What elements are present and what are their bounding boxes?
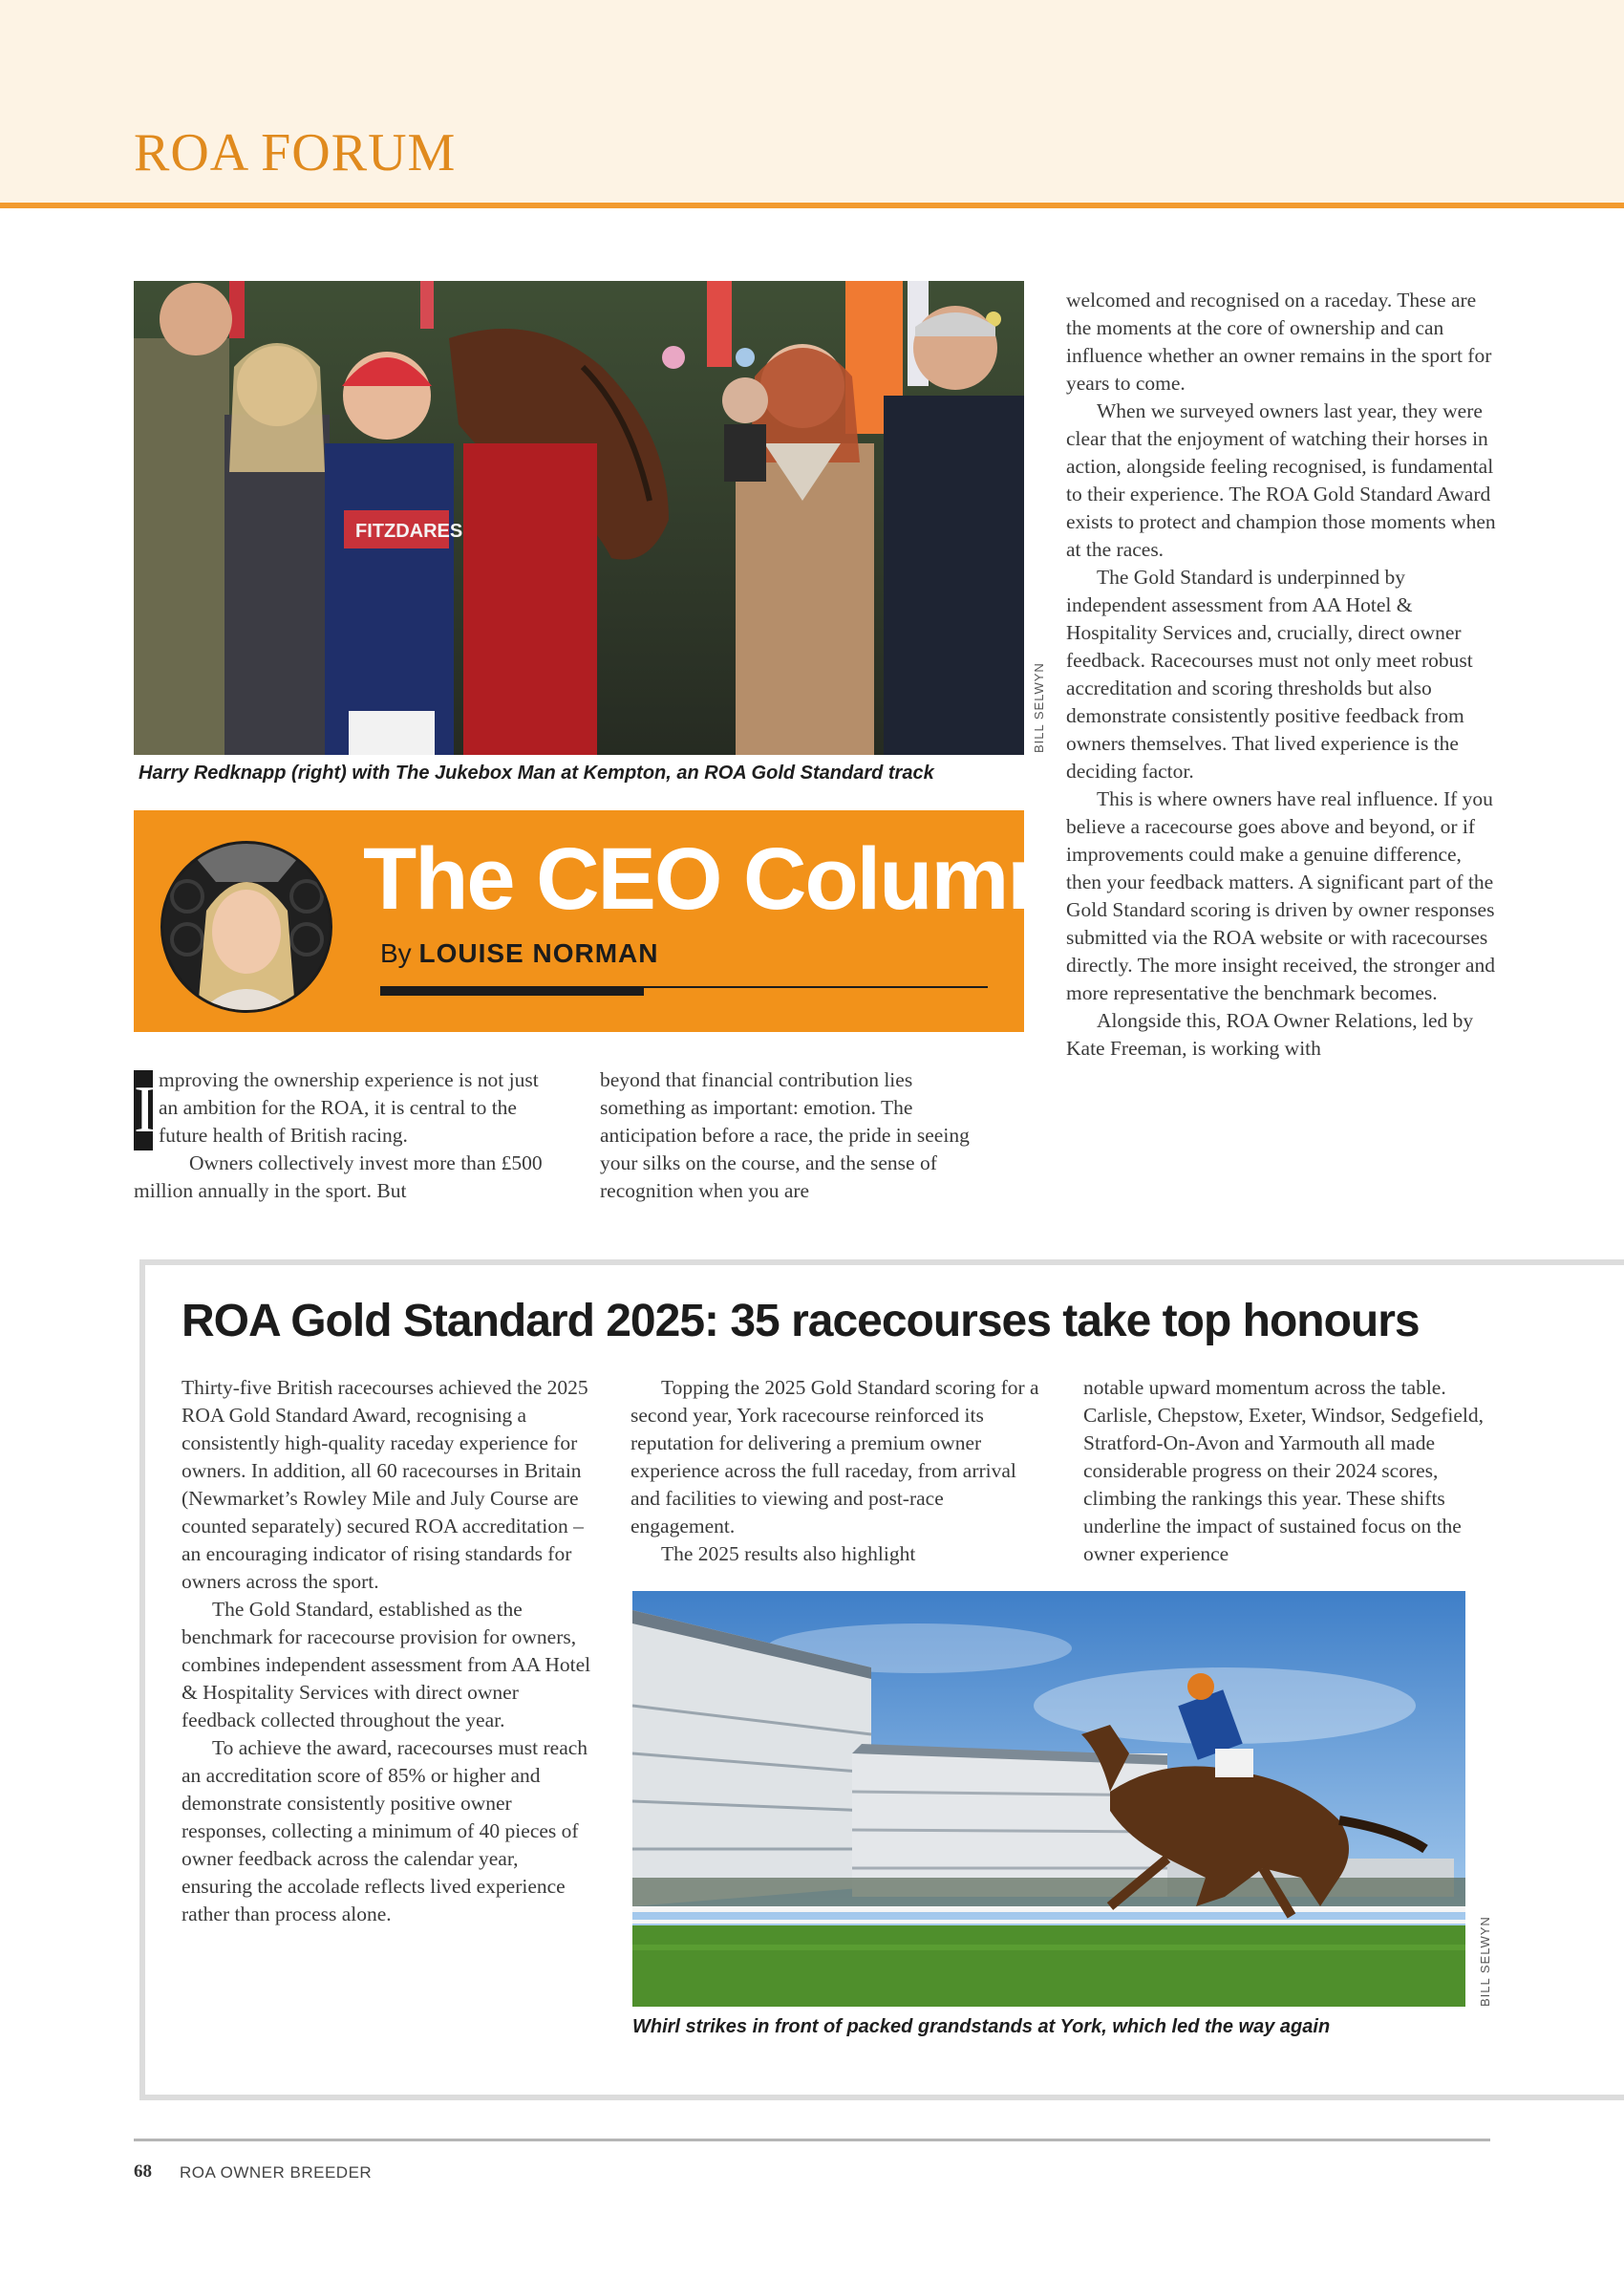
paragraph: Topping the 2025 Gold Standard scoring for a second year, York racecourse reinforced its reputation for delivering a premium owner experience across the full raceday, from arrival and facilities to viewing and post-race engagement. [630, 1376, 1039, 1537]
header-rule [0, 203, 1624, 208]
silks-text: FITZDARES [355, 521, 463, 542]
magazine-name: ROA OWNER BREEDER [180, 2163, 373, 2182]
paragraph: Owners collectively invest more than £500 million annually in the sport. But [134, 1151, 543, 1202]
author-name: LOUISE NORMAN [418, 938, 659, 968]
ceo-column-text-1 [134, 1066, 562, 1205]
byline-rule-accent [380, 986, 644, 996]
kempton-photo [134, 281, 1024, 755]
ceo-column-heading: The CEO Column [363, 830, 1059, 928]
paragraph: welcomed and recognised on a raceday. These are the moments at the core of ownership and can influence whether an owner remains in the sport for years to come. [1066, 289, 1492, 395]
ceo-column-text-2 [600, 1066, 1001, 1205]
paragraph: beyond that financial contribution lies something as important: emotion. The anticipation before a race, the pride in seeing your silks on the course, and the sense of recognition when you are [600, 1068, 970, 1202]
gold-standard-text-3 [1083, 1374, 1494, 1568]
byline [380, 938, 658, 969]
paragraph: This is where owners have real influence. If you believe a racecourse goes above and beyond, or if improvements could make a genuine difference, then your feedback matters. A significant part of the Gold Standard scoring is driven by owner responses submitted via the ROA website or with racecourses directly. The more insight received, the stronger and more representative the benchmark becomes. [1066, 787, 1495, 1004]
photo-caption-top: Harry Redknapp (right) with The Jukebox Man at Kempton, an ROA Gold Standard track [139, 763, 934, 784]
paragraph: The Gold Standard is underpinned by independent assessment from AA Hotel & Hospitality Services and, crucially, direct owner feedback. Racecourses must not only meet robust accreditation and scoring thresholds but also demonstrate consistently positive feedback from owners themselves. That lived experience is the deciding factor. [1066, 566, 1473, 783]
paragraph: Thirty-five British racecourses achieved the 2025 ROA Gold Standard Award, recognising a consistently high-quality raceday experience for owners. In addition, all 60 racecourses in Britain (Newmarket’s Rowley Mile and July Course are counted separately) secured ROA accreditation – an encouraging indicator of rising standards for owners across the sport. [182, 1376, 588, 1593]
byline-prefix: By [380, 938, 412, 968]
page-number: 68 [134, 2161, 152, 2182]
photo-caption-bottom: Whirl strikes in front of packed grandstands at York, which led the way again [632, 2016, 1331, 2037]
section-title: ROA FORUM [134, 123, 457, 183]
paragraph: I mproving the ownership experience is not just an ambition for the ROA, it is central to the future health of British racing. [134, 1066, 562, 1150]
gold-standard-text-1 [182, 1374, 592, 1928]
paragraph: When we surveyed owners last year, they were clear that the enjoyment of watching their horses in action, alongside feeling recognised, is fundamental to their experience. The ROA Gold Standard Award exists to protect and champion those moments when at the races. [1066, 399, 1496, 561]
gold-standard-title: ROA Gold Standard 2025: 35 racecourses take top honours [182, 1296, 1420, 1346]
gold-standard-text-2 [630, 1374, 1047, 1568]
footer-rule [134, 2139, 1490, 2141]
author-avatar [160, 841, 332, 1013]
paragraph: notable upward momentum across the table. Carlisle, Chepstow, Exeter, Windsor, Sedgefield, Stratford-On-Avon and Yarmouth all made considerable progress on their 2024 scores, climbing the rankings this year. These shifts underline the impact of sustained focus on the owner experience [1083, 1376, 1484, 1565]
paragraph: Alongside this, ROA Owner Relations, led by Kate Freeman, is working with [1066, 1009, 1474, 1060]
dropcap: I [134, 1070, 153, 1150]
ceo-column-text-3 [1066, 287, 1496, 1063]
york-photo [632, 1591, 1465, 2007]
paragraph: The 2025 results also highlight [661, 1542, 916, 1565]
paragraph: The Gold Standard, established as the benchmark for racecourse provision for owners, combines independent assessment from AA Hotel & Hospitality Services with direct owner feedback collected throughout the year. [182, 1598, 591, 1731]
photo-credit-top: BILL SELWYN [1032, 662, 1046, 753]
paragraph: To achieve the award, racecourses must reach an accreditation score of 85% or higher and demonstrate consistently positive owner responses, collecting a minimum of 40 pieces of owner feedback across the calendar year, ensuring the accolade reflects lived experience rather than process alone. [182, 1736, 588, 1925]
